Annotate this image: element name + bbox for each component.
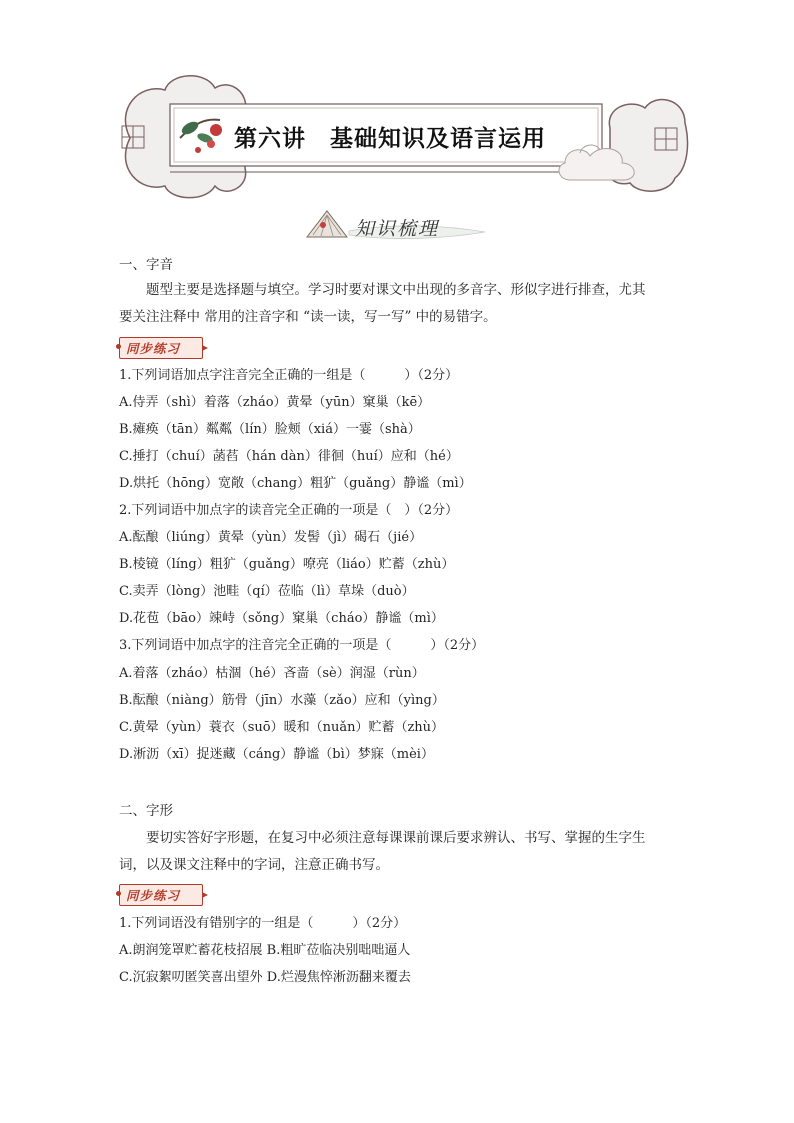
practice-badge-1-label: 同步练习 — [126, 341, 181, 356]
knowledge-badge-text: 知识梳理 — [355, 218, 440, 240]
section2-para-line1: 要切实答好字形题，在复习中必须注意每课课前课后要求辨认、书写、掌握的生字生 — [146, 830, 646, 846]
section2-para-line2: 词，以及课文注释中的字词，注意正确书写。 — [119, 857, 389, 873]
practice-badge-1 — [119, 337, 203, 359]
section1-para-line1: 题型主要是选择题与填空。学习时要对课文中出现的多音字、形似字进行排查，尤其 — [146, 282, 646, 298]
option-line: D.淅沥（xī）捉迷藏（cáng）静谧（bì）梦寐（mèi） — [119, 747, 434, 762]
question-line: 3.下列词语中加点字的注音完全正确的一项是（ ）（2分） — [119, 638, 485, 653]
option-line: B.瘫痪（tān）粼粼（lín）脸颊（xiá）一霎（shà） — [119, 422, 421, 437]
option-line: C.卖弄（lòng）池畦（qí）莅临（lì）草垛（duò） — [119, 584, 415, 599]
option-line: C.捶打（chuí）菡萏（hán dàn）徘徊（huí）应和（hé） — [119, 449, 459, 464]
badge-dot-icon — [116, 891, 121, 896]
option-line: B.棱镜（líng）粗犷（guǎng）嘹亮（liáo）贮蓄（zhù） — [119, 557, 455, 572]
question-line: 1.下列词语没有错别字的一组是（ ）（2分） — [119, 916, 407, 931]
knowledge-badge — [303, 205, 488, 245]
header-banner — [110, 68, 690, 208]
practice-badge-2-label: 同步练习 — [126, 888, 181, 903]
practice-badge-2 — [119, 884, 203, 906]
option-line: C.黄晕（yùn）蓑衣（suō）暖和（nuǎn）贮蓄（zhù） — [119, 720, 445, 735]
badge-dot-icon — [116, 344, 121, 349]
question-line: 2.下列词语中加点字的读音完全正确的一项是（ ）（2分） — [119, 503, 459, 518]
option-line: B.酝酿（niàng）筋骨（jīn）水藻（zǎo）应和（yìng） — [119, 693, 445, 708]
option-line: D.花苞（bāo）竦峙（sǒng）窠巢（cháo）静谧（mì） — [119, 611, 444, 626]
section1-para-line2: 要关注注释中 常用的注音字和 “读一读，写一写” 中的易错字。 — [119, 309, 497, 325]
option-line: C.沉寂絮叨匿笑喜出望外 D.烂漫焦悴淅沥翻来覆去 — [119, 970, 411, 985]
section1-title: 一、字音 — [119, 257, 173, 273]
option-line: A.着落（zháo）枯涸（hé）吝啬（sè）润湿（rùn） — [119, 666, 425, 681]
option-line: A.酝酿（liúng）黄晕（yùn）发髻（jì）碣石（jié） — [119, 530, 423, 545]
question-line: 1.下列词语加点字注音完全正确的一组是（ ）（2分） — [119, 368, 459, 383]
option-line: A.朗润笼罩贮蓄花枝招展 B.粗旷莅临决别咄咄逼人 — [119, 943, 411, 958]
option-line: A.侍弄（shì）着落（zháo）黄晕（yūn）窠巢（kē） — [119, 395, 431, 410]
page-title: 第六讲 基础知识及语言运用 — [234, 125, 546, 152]
section2-title: 二、字形 — [119, 803, 173, 819]
option-line: D.烘托（hōng）宽敞（chang）粗犷（guǎng）静谧（mì） — [119, 476, 472, 491]
